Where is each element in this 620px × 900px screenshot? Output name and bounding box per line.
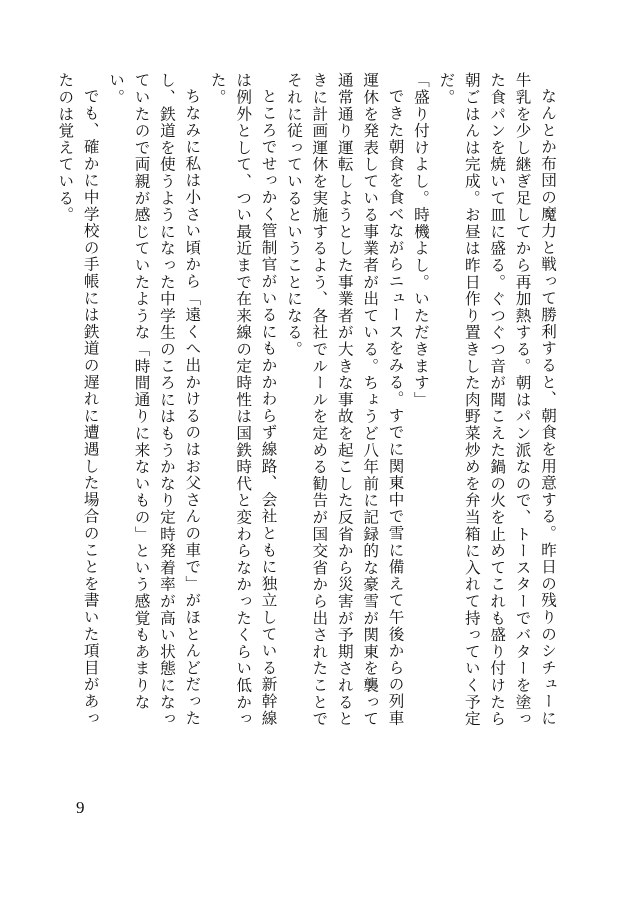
paragraph-school-notebook: でも、確かに中学校の手帳には鉄道の遅れに遭遇した場合のことを書いた項目があったのは覚えている。 xyxy=(56,72,100,726)
paragraph-punctuality-history: ところでせっかく管制官がいるにもかかわらず線路、会社ともに独立している新幹線は例外として、つい最近まで在来線の定時性は国鉄時代と変わらなかったくらい低かった。 xyxy=(208,72,278,728)
paragraph-news-planned-suspension: できた朝食を食べながらニュースをみる。すでに関東中で雪に備えて午後からの列車運休を発表している事業者が出ている。ちょうど八年前に記録的な豪雪が関東を襲って通常通り運転しようとした事業者が大きな事故を起こした反省から災害が予期されるときに計画運休を実施するよう、各社でルールを定める勧告が国交省から出されたことでそれに従っているということになる。 xyxy=(284,72,405,728)
page-number: 9 xyxy=(76,798,85,817)
vertical-text-body xyxy=(56,72,560,732)
paragraph-childhood-car: ちなみに私は小さい頃から「遠くへ出かけるのはお父さんの車で」がほとんどだったし、鉄道を使うようになった中学生のころにはもうかなり定時発着率が高い状態になっていたので両親が感じていたような「時間通りに来ないもの」という感覚もあまりない。 xyxy=(107,72,202,728)
paragraph-itadakimasu-quote: 「盛り付けよし。時機よし。いただきます」 xyxy=(411,72,430,408)
paragraph-morning-breakfast: なんとか布団の魔力と戦って勝利すると、朝食を用意する。昨日の残りのシチューに牛乳を少し継ぎ足してから再加熱する。朝はパン派なので、トースターでバターを塗った食パンを焼いて皿に盛る。ぐつぐつ音が聞こえた鍋の火を止めてこれも盛り付けたら朝ごはんは完成。お昼は昨日作り置きした肉野菜炒めを弁当箱に入れて持っていく予定だ。 xyxy=(437,72,557,728)
